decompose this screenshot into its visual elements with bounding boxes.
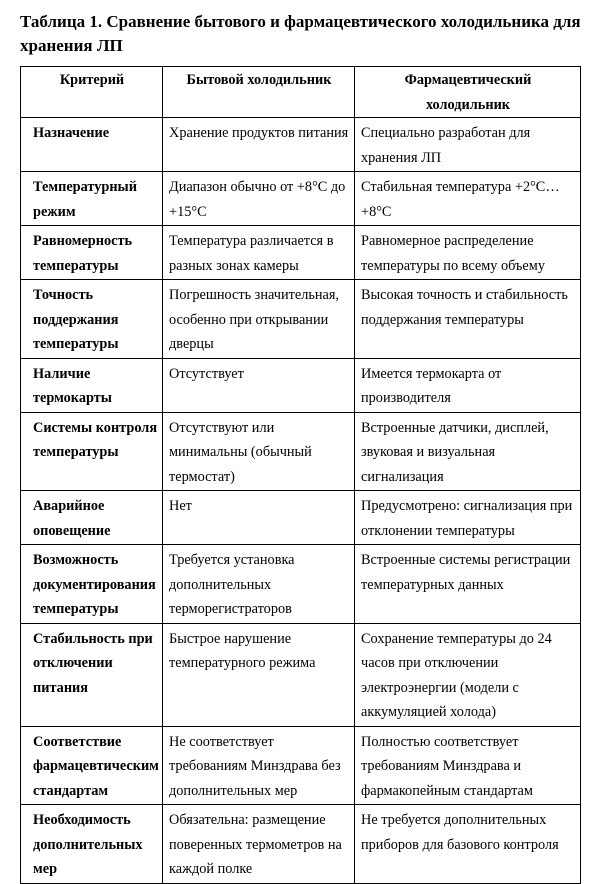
criterion-cell: Возможность документирования температуры [21, 545, 163, 624]
criterion-cell: Наличие термокарты [21, 358, 163, 412]
table-row [21, 226, 581, 280]
table-row [21, 545, 581, 624]
criterion-cell: Температурный режим [21, 172, 163, 226]
table-header-row [21, 67, 581, 118]
household-cell: Погрешность значительная, особенно при открывании дверцы [163, 280, 355, 359]
household-cell: Нет [163, 491, 355, 545]
criterion-cell: Системы контроля температуры [21, 412, 163, 491]
criterion-cell: Равномерность температуры [21, 226, 163, 280]
household-cell: Диапазон обычно от +8°C до +15°C [163, 172, 355, 226]
household-cell: Температура различается в разных зонах камеры [163, 226, 355, 280]
table-row [21, 726, 581, 805]
criterion-cell: Стабильность при отключении питания [21, 623, 163, 726]
pharma-cell: Сохранение температуры до 24 часов при отключении электроэнергии (модели с аккумуляцией холода) [355, 623, 581, 726]
criterion-cell: Соответствие фармацевтическим стандартам [21, 726, 163, 805]
header-pharma-fridge: Фармацевтический холодильник [355, 67, 581, 118]
household-cell: Обязательна: размещение поверенных термометров на каждой полке [163, 805, 355, 884]
table-row [21, 623, 581, 726]
pharma-cell: Встроенные системы регистрации температурных данных [355, 545, 581, 624]
comparison-table [20, 66, 581, 884]
table-row [21, 280, 581, 359]
household-cell: Хранение продуктов питания [163, 118, 355, 172]
pharma-cell: Стабильная температура +2°C…+8°C [355, 172, 581, 226]
pharma-cell: Специально разработан для хранения ЛП [355, 118, 581, 172]
table-row [21, 412, 581, 491]
household-cell: Требуется установка дополнительных терморегистраторов [163, 545, 355, 624]
household-cell: Отсутствует [163, 358, 355, 412]
pharma-cell: Не требуется дополнительных приборов для базового контроля [355, 805, 581, 884]
household-cell: Отсутствуют или минимальны (обычный термостат) [163, 412, 355, 491]
table-row [21, 172, 581, 226]
table-row [21, 805, 581, 884]
table-row [21, 358, 581, 412]
pharma-cell: Высокая точность и стабильность поддержания температуры [355, 280, 581, 359]
header-criterion: Критерий [21, 67, 163, 118]
header-household-fridge: Бытовой холодильник [163, 67, 355, 118]
household-cell: Не соответствует требованиям Минздрава без дополнительных мер [163, 726, 355, 805]
table-caption: Таблица 1. Сравнение бытового и фармацевтического холодильника для хранения ЛП [20, 12, 581, 55]
table-row [21, 118, 581, 172]
pharma-cell: Полностью соответствует требованиям Минздрава и фармакопейным стандартам [355, 726, 581, 805]
pharma-cell: Встроенные датчики, дисплей, звуковая и визуальная сигнализация [355, 412, 581, 491]
criterion-cell: Аварийное оповещение [21, 491, 163, 545]
criterion-cell: Назначение [21, 118, 163, 172]
table-row [21, 491, 581, 545]
pharma-cell: Имеется термокарта от производителя [355, 358, 581, 412]
criterion-cell: Необходимость дополнительных мер [21, 805, 163, 884]
criterion-cell: Точность поддержания температуры [21, 280, 163, 359]
household-cell: Быстрое нарушение температурного режима [163, 623, 355, 726]
pharma-cell: Предусмотрено: сигнализация при отклонении температуры [355, 491, 581, 545]
pharma-cell: Равномерное распределение температуры по всему объему [355, 226, 581, 280]
